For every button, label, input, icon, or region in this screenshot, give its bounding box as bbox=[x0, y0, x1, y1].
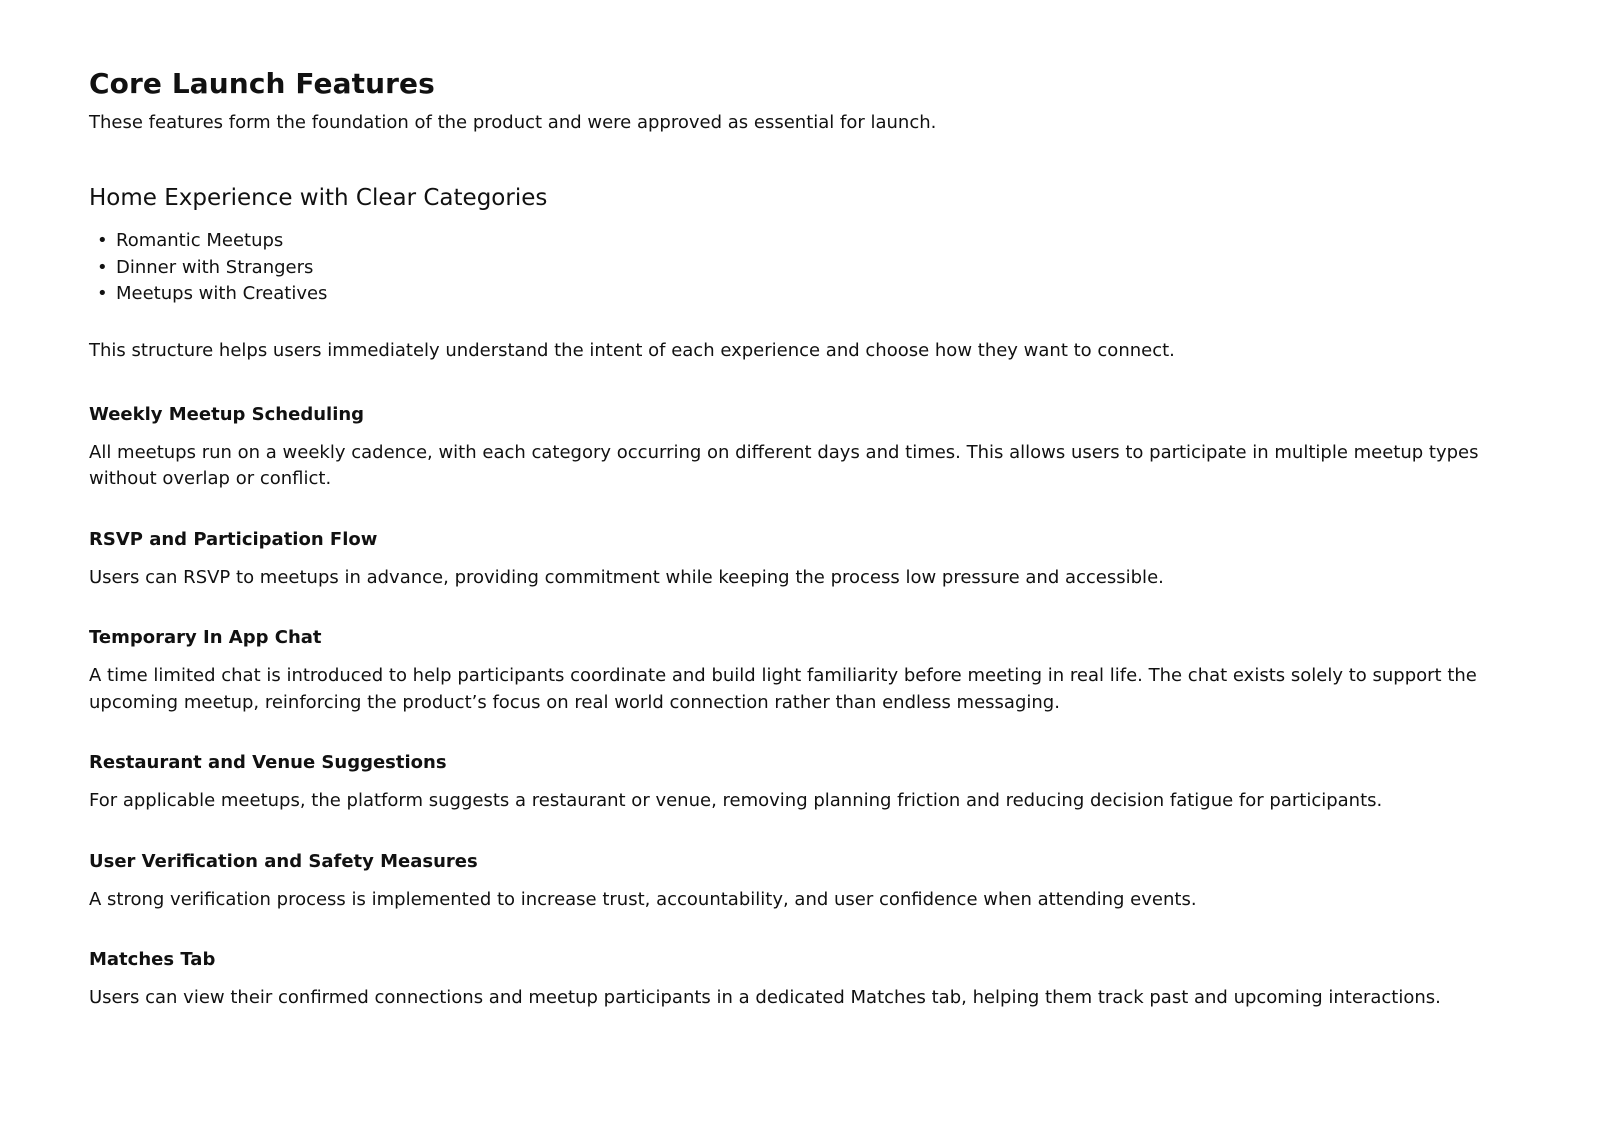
bullet-icon: • bbox=[97, 230, 108, 251]
structure-note: This structure helps users immediately understand the intent of each experience and choose how they want to connect. bbox=[89, 339, 1175, 361]
feature-heading: Restaurant and Venue Suggestions bbox=[89, 752, 447, 773]
page-title: Core Launch Features bbox=[89, 67, 435, 100]
home-experience-heading: Home Experience with Clear Categories bbox=[89, 185, 548, 211]
bullet-icon: • bbox=[97, 256, 108, 278]
category-label: Meetups with Creatives bbox=[116, 283, 328, 304]
feature-heading: Temporary In App Chat bbox=[89, 627, 322, 648]
list-item bbox=[89, 255, 1529, 282]
document-page bbox=[89, 64, 1529, 1012]
feature-temporary-chat bbox=[89, 625, 1529, 716]
list-item bbox=[89, 228, 1529, 255]
feature-body: A time limited chat is introduced to help participants coordinate and build light familiarity before meeting in real life. The chat exists solely to support the upcoming meetup, reinforcing the product’s focus on real world connection rather than endless messaging. bbox=[89, 665, 1477, 713]
feature-matches-tab bbox=[89, 947, 1529, 1012]
list-item bbox=[89, 281, 1529, 308]
feature-weekly-scheduling bbox=[89, 402, 1529, 493]
category-list bbox=[89, 228, 1529, 308]
bullet-icon: • bbox=[97, 283, 108, 304]
feature-body: A strong verification process is implemented to increase trust, accountability, and user confidence when attending events. bbox=[89, 888, 1197, 910]
category-label: Dinner with Strangers bbox=[116, 256, 314, 278]
feature-heading: RSVP and Participation Flow bbox=[89, 528, 378, 550]
feature-body: Users can RSVP to meetups in advance, providing commitment while keeping the process low pressure and accessible. bbox=[89, 566, 1164, 588]
feature-verification-safety bbox=[89, 849, 1529, 914]
feature-heading: Weekly Meetup Scheduling bbox=[89, 403, 365, 425]
feature-heading: User Verification and Safety Measures bbox=[89, 850, 478, 872]
feature-body: For applicable meetups, the platform suggests a restaurant or venue, removing planning friction and reducing decision fatigue for participants. bbox=[89, 790, 1383, 811]
category-label: Romantic Meetups bbox=[116, 230, 284, 251]
feature-body: All meetups run on a weekly cadence, with each category occurring on different days and times. This allows users to participate in multiple meetup types without overlap or conflict. bbox=[89, 441, 1479, 489]
feature-venue-suggestions bbox=[89, 750, 1529, 815]
feature-body: Users can view their confirmed connections and meetup participants in a dedicated Matches tab, helping them track past and upcoming interactions. bbox=[89, 987, 1441, 1008]
intro-paragraph: These features form the foundation of the product and were approved as essential for launch. bbox=[89, 112, 937, 133]
feature-rsvp-flow bbox=[89, 527, 1529, 592]
home-experience-section bbox=[89, 182, 1529, 364]
feature-heading: Matches Tab bbox=[89, 949, 216, 970]
